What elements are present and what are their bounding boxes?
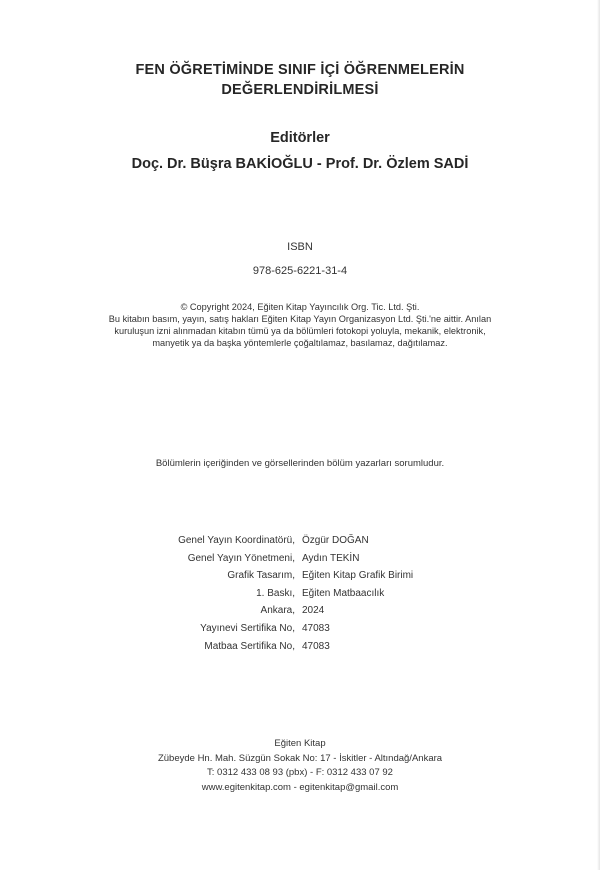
credit-label: Grafik Tasarım, [227,570,295,582]
credit-value: Özgür DOĞAN [302,535,369,546]
credit-label: Genel Yayın Koordinatörü, [178,535,295,546]
credit-value: 2024 [302,605,325,617]
credit-label: Yayınevi Sertifika No, [200,622,295,634]
book-title [0,60,600,100]
credit-label: 1. Baskı, [256,587,295,599]
credit-label: Ankara, [260,605,295,617]
credit-row-director [0,550,600,568]
copyright-line-3: kuruluşun izni alınmadan kitabın tümü ya da bölümleri fotokopi yoluyla, mekanik, elektronik, [114,326,486,336]
credit-row-city-year [0,602,600,620]
credit-row-publisher-certificate [0,620,600,638]
publisher-address: Zübeyde Hn. Mah. Süzgün Sokak No: 17 - İskitler - Altındağ/Ankara [157,752,443,764]
isbn-label: ISBN [287,241,313,253]
credit-value: Eğiten Matbaacılık [302,587,385,599]
copyright-line-4: manyetik ya da başka yöntemlerle çoğaltılamaz, basılamaz, dağıtılamaz. [152,338,448,348]
credit-value: 47083 [302,622,330,634]
publisher-phone: T: 0312 433 08 93 (pbx) - F: 0312 433 07 92 [207,767,393,778]
credits-list [0,532,600,655]
copyright-notice [0,301,600,349]
credit-row-printer-certificate [0,638,600,656]
book-title-line-2: DEĞERLENDİRİLMESİ [221,82,379,98]
copyright-line-2: Bu kitabın basım, yayın, satış hakları Eğiten Kitap Yayın Organizasyon Ltd. Şti.'ne aittir. Anılan [108,314,492,324]
isbn-number: 978-625-6221-31-4 [252,265,348,277]
credit-row-graphic-design [0,567,600,585]
editors-heading: Editörler [270,130,330,146]
credit-row-print [0,585,600,603]
credit-value: 47083 [302,640,330,652]
credit-value: Eğiten Kitap Grafik Birimi [302,570,414,582]
editors-names: Doç. Dr. Büşra BAKİOĞLU - Prof. Dr. Özlem SADİ [131,156,469,172]
credit-label: Genel Yayın Yönetmeni, [187,552,295,564]
credit-row-coordinator [0,532,600,550]
publisher-info [0,737,600,795]
publisher-name: Eğiten Kitap [274,738,326,749]
responsibility-note: Bölümlerin içeriğinden ve görsellerinden bölüm yazarları sorumludur. [155,458,445,469]
book-title-line-1: FEN ÖĞRETİMİNDE SINIF İÇİ ÖĞRENMELERİN [135,62,465,78]
copyright-line-1: © Copyright 2024, Eğiten Kitap Yayıncılık Org. Tic. Ltd. Şti. [180,302,420,312]
publisher-web: www.egitenkitap.com - egitenkitap@gmail.com [201,781,399,793]
credit-value: Aydın TEKİN [302,552,360,564]
credit-label: Matbaa Sertifika No, [204,640,295,652]
